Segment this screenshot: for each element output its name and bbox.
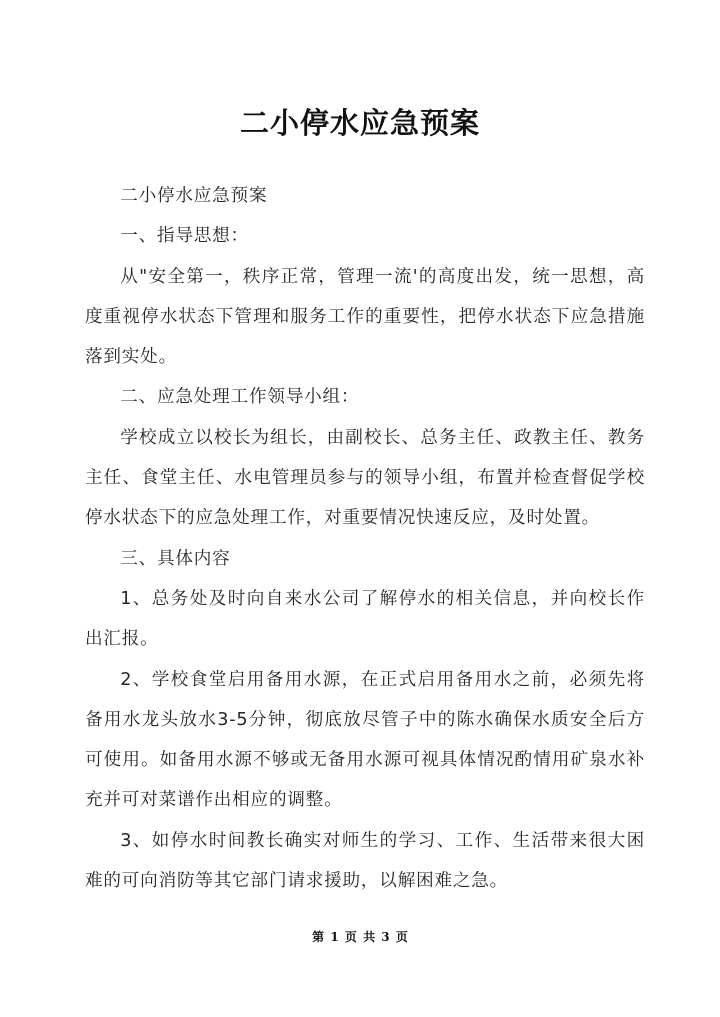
paragraph-item-2: 2、学校食堂启用备用水源，在正式启用备用水之前，必须先将备用水龙头放水3-5分钟，彻底放尽管子中的陈水确保水质安全后方可使用。如备用水源不够或无备用水源可视具体情况酌情用矿泉水补充并可对菜谱作出相应的调整。	[85, 669, 645, 811]
footer-current-page: 1	[330, 930, 339, 944]
document-body	[85, 176, 645, 901]
footer-total-unit: 页	[395, 930, 408, 944]
page-footer	[0, 928, 720, 946]
footer-total-label: 共	[363, 930, 376, 944]
paragraph-leadership-group: 学校成立以校长为组长，由副校长、总务主任、政教主任、教务主任、食堂主任、水电管理员参与的领导小组，布置并检查督促学校停水状态下的应急处理工作，对重要情况快速反应，及时处置。	[85, 427, 645, 529]
paragraph-guiding-thought: 从"安全第一，秩序正常，管理一流'的高度出发，统一思想，高度重视停水状态下管理和服务工作的重要性，把停水状态下应急措施落到实处。	[85, 266, 645, 368]
paragraph-heading-leadership-group: 二、应急处理工作领导小组：	[120, 387, 360, 408]
paragraph-heading-guiding-thought: 一、指导思想：	[120, 226, 249, 247]
footer-prefix: 第	[312, 930, 325, 944]
footer-total-pages: 3	[381, 930, 390, 944]
paragraph-item-1: 1、总务处及时向自来水公司了解停水的相关信息，并向校长作出汇报。	[85, 588, 645, 650]
document-title: 二小停水应急预案	[239, 106, 480, 140]
paragraph-subtitle: 二小停水应急预案	[120, 186, 268, 206]
paragraph-heading-specific-content: 三、具体内容	[120, 548, 231, 569]
footer-page-unit: 页	[344, 930, 357, 944]
paragraph-item-3: 3、如停水时间教长确实对师生的学习、工作、生活带来很大困难的可向消防等其它部门请求援助，以解困难之急。	[85, 830, 645, 892]
